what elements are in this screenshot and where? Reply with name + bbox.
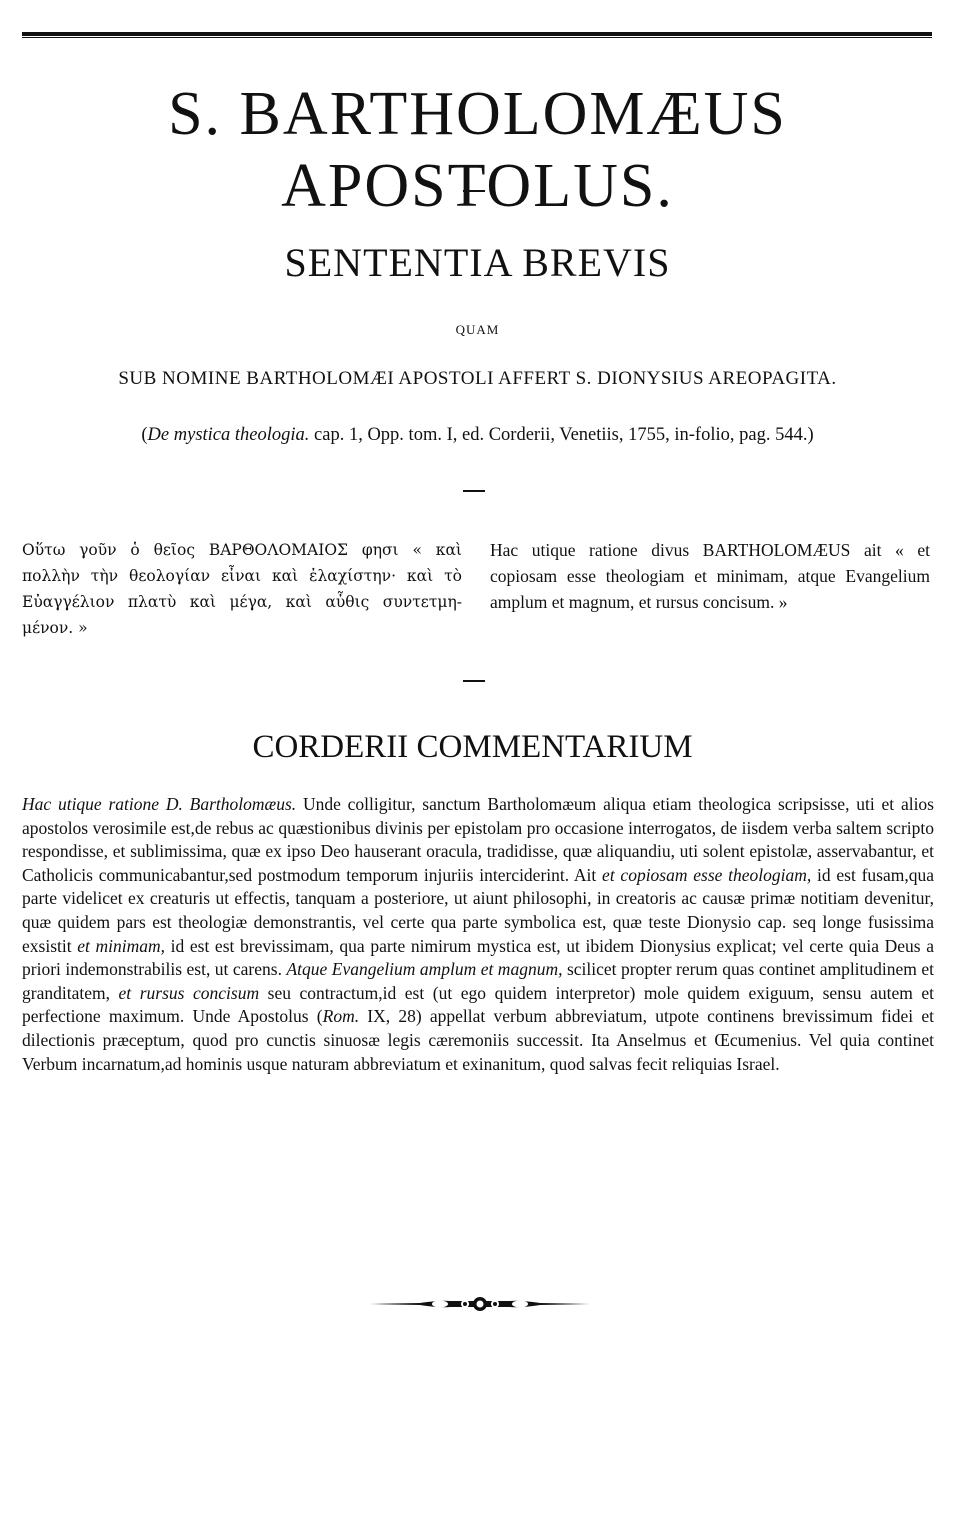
- latin-column: Hac utique ratione divus BARTHOLOMÆUS ait « et copiosam esse theologiam et minimam, atque Evangelium amplum et magnum, et rursus concisum. »: [490, 540, 930, 612]
- divider-dash: [463, 680, 485, 682]
- commentary-quote: et copiosam esse theologiam,: [602, 864, 812, 885]
- commentary-text: Unde colligitur, sanctum Bartholomæum aliqua etiam theologica scripsisse, uti et alios apostolos verosimile est,de rebus ac quæstionibus divinis per epistolam pro occasione interrogatos, de iisdem verba saltem scripto respondisse, et sublimissima, quæ ex ipso Deo hauserant oracula, tradidisse, quæ aliquandiu, uti solent epistolæ, asservabantur, et Catholicis communicabantur,sed postmodum temporum injuriis interciderint. Ait: [22, 794, 934, 885]
- page-title: S. BARTHOLOMÆUS APOSTOLUS.: [168, 80, 787, 220]
- commentary-quote: et rursus concisum: [118, 982, 260, 1003]
- top-double-rule: [22, 32, 932, 38]
- commentary-text: id est fusam,qua parte videlicet ex creaturis ut effectis, tanquam a posteriore, ut aiunt philosophi, in creatoris ac causæ primæ notitiam devenitur, quæ quidem pars est theologiæ demonstrantis, vel certe qua parte symbolica est, quæ teste Dionysio cap. seq longe fusissima exsistit: [22, 864, 935, 956]
- work-title: SENTENTIA BREVIS: [284, 240, 671, 285]
- commentary-text: seu contractum,id est (ut ego quidem interpretor) mole quidem exiguum, sensu autem et perfectione maximum. Unde Apostolus (: [22, 982, 935, 1027]
- commentary-quote: Atque Evangelium amplum et magnum,: [286, 959, 563, 980]
- source-open: (: [141, 425, 148, 445]
- source-work-italic: De mystica theologia.: [147, 425, 310, 445]
- commentary-title: CORDERII COMMENTARIUM: [252, 729, 693, 765]
- commentary-text: IX, 28) appellat verbum abbreviatum, utpote continens brevissimum fidei et dilectionis præceptum, quod pro cunctis sinuosæ legis cæremoniis successit. Ita Anselmus et Œcumenius. Vel quia continet Verbum incarnatum,ad hominis usque naturam abbreviatum et exinanitum, quod salvas fecit reliquias Israel.: [22, 1006, 934, 1074]
- divider-dash: [463, 190, 485, 192]
- source-rest: cap. 1, Opp. tom. I, ed. Corderii, Venetiis, 1755, in-folio, pag. 544.): [309, 425, 814, 445]
- commentary-body: [22, 793, 934, 1076]
- work-subtitle: SUB NOMINE BARTHOLOMÆI APOSTOLI AFFERT S. DIONYSIUS AREOPAGITA.: [118, 368, 837, 389]
- commentary-lead: Hac utique ratione D. Bartholomæus.: [22, 794, 297, 814]
- commentary-citation: Rom.: [322, 1006, 360, 1027]
- divider-dash: [463, 490, 485, 492]
- quam-label: QUAM: [455, 322, 500, 337]
- source-citation: [0, 425, 955, 446]
- greek-column: Οὕτω γοῦν ὁ θεῖος ΒΑΡΘΟΛΟΜΑΙΟΣ φησι « καὶ πολλὴν τὴν θεολογίαν εἶναι καὶ ἐλαχίστην· καὶ τὸ Εὐαγγέλιον πλατὺ καὶ μέγα, καὶ αὖθις συντετμη-μένον. »: [22, 541, 462, 637]
- commentary-text: scilicet propter rerum quas continet amplitudinem et granditatem,: [22, 959, 935, 1003]
- commentary-text: id est est brevissimam, qua parte nimirum mystica est, ut ibidem Dionysius explicat; vel certe quia Deus a priori indemonstrabilis est, ut carens.: [22, 935, 934, 980]
- end-ornament: [370, 1294, 590, 1314]
- commentary-quote: et minimam,: [77, 935, 165, 956]
